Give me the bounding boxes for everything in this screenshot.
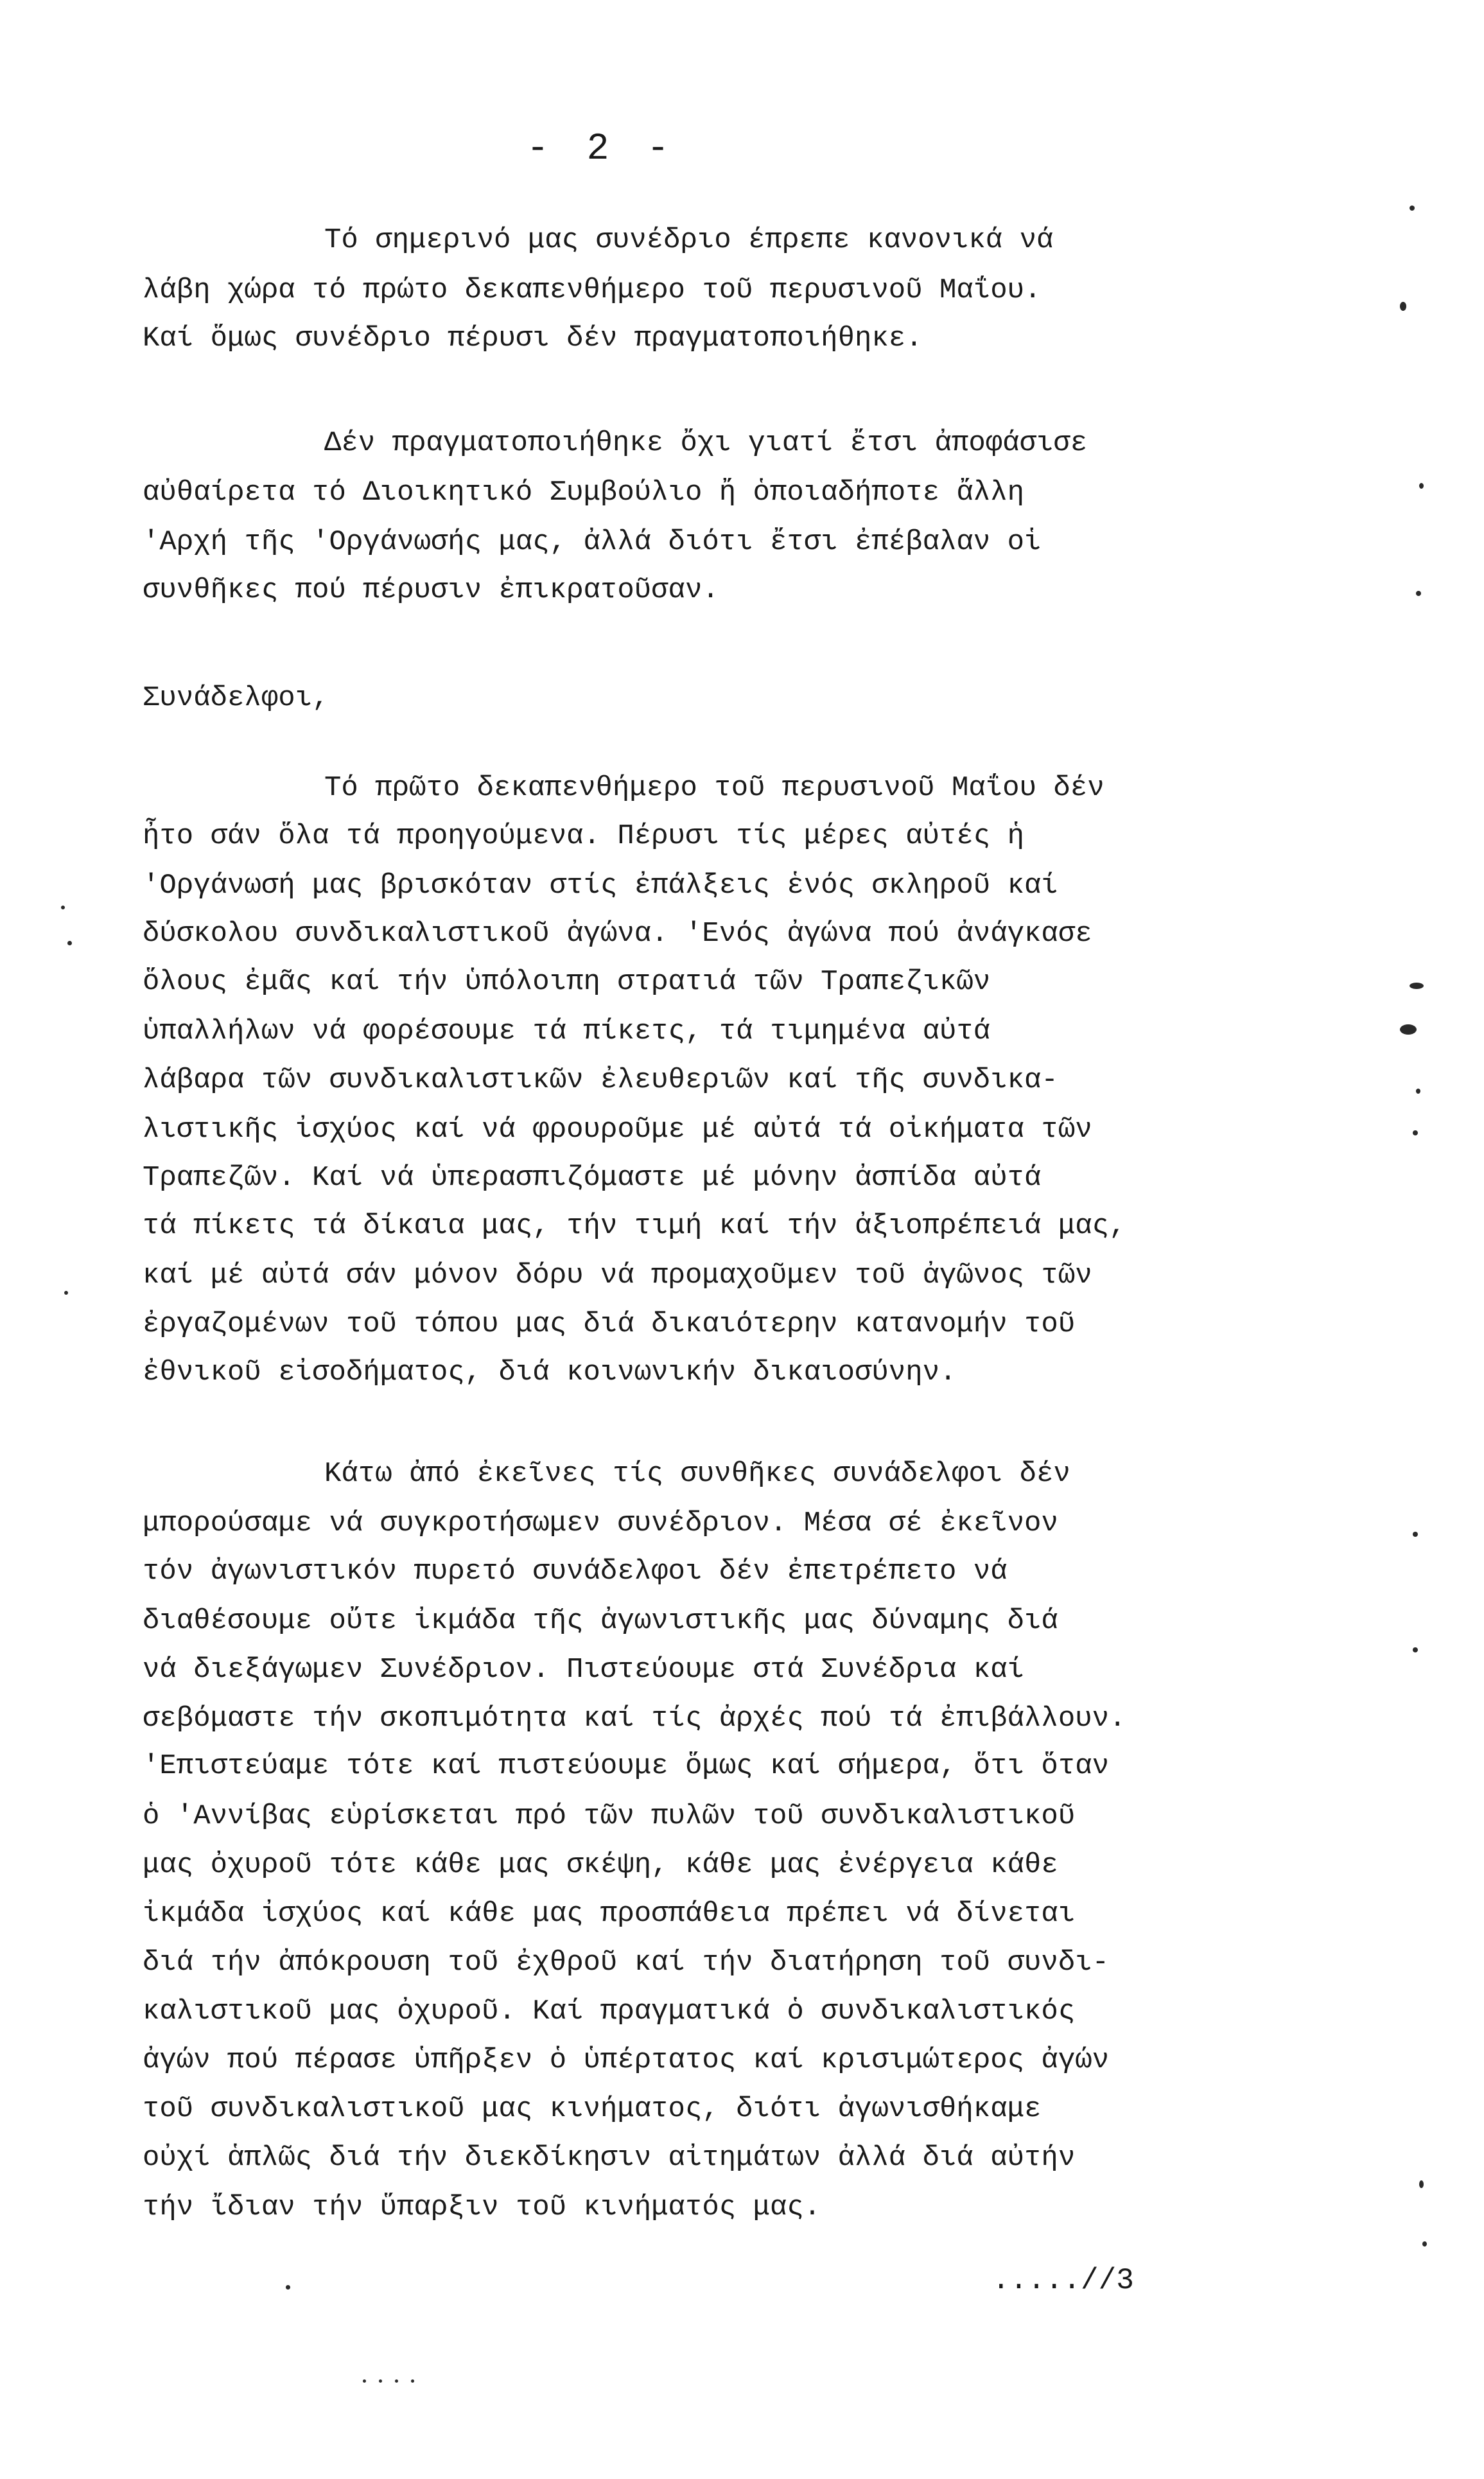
- speck: [395, 2379, 398, 2383]
- speck: [1416, 591, 1421, 596]
- speck: [1419, 483, 1424, 489]
- speck: [1422, 2241, 1427, 2247]
- text-line: τόν ἀγωνιστικόν πυρετό συνάδελφοι δέν ἐπετρέπετο νά: [143, 1555, 1008, 1588]
- text-line: Τραπεζῶν. Καί νά ὑπερασπιζόμαστε μέ μόνην ἀσπίδα αὐτά: [143, 1162, 1042, 1194]
- text-line: μπορούσαμε νά συγκροτήσωμεν συνέδριον. Μέσα σέ ἐκεῖνον: [143, 1507, 1058, 1539]
- page-number: - 2 -: [527, 128, 677, 170]
- speck: [61, 906, 65, 909]
- speck: [1413, 1532, 1418, 1537]
- speck: [1400, 1024, 1417, 1035]
- text-line: 'Οργάνωσή μας βρισκόταν στίς ἐπάλξεις ἑνός σκληροῦ καί: [143, 870, 1058, 902]
- speck: [1410, 983, 1424, 989]
- speck: [363, 2379, 366, 2383]
- speck: [67, 941, 72, 945]
- text-line: λιστικῆς ἰσχύος καί νά φρουροῦμε μέ αὐτά τά οἰκήματα τῶν: [143, 1114, 1092, 1146]
- text-line: λάβη χώρα τό πρώτο δεκαπενθήμερο τοῦ περυσινοῦ Μαΐου.: [143, 274, 1042, 306]
- text-line: τήν ἴδιαν τήν ὕπαρξιν τοῦ κινήματός μας.: [143, 2191, 821, 2223]
- speck: [1410, 206, 1415, 211]
- text-line: σεβόμαστε τήν σκοπιμότητα καί τίς ἀρχές πού τά ἐπιβάλλουν.: [143, 1703, 1126, 1735]
- text-line: Τό σημερινό μας συνέδριο έπρεπε κανονικά νά: [324, 224, 1054, 256]
- speck: [1416, 1089, 1420, 1094]
- continued-marker: .....//3: [992, 2264, 1134, 2297]
- speck: [1400, 302, 1406, 311]
- text-line: ἐθνικοῦ εἰσοδήματος, διά κοινωνικήν δικαιοσύνην.: [143, 1356, 957, 1388]
- speck: [1419, 2180, 1424, 2188]
- speck: [64, 1291, 68, 1295]
- text-line: οὐχί ἁπλῶς διά τήν διεκδίκησιν αἰτημάτων ἀλλά διά αὐτήν: [143, 2142, 1076, 2174]
- speck: [1413, 1647, 1418, 1652]
- text-line: διαθέσουμε οὔτε ἰκμάδα τῆς ἀγωνιστικῆς μας δύναμης διά: [143, 1605, 1058, 1637]
- speck: [379, 2379, 382, 2383]
- text-line: ἀγών πού πέρασε ὑπῆρξεν ὁ ὑπέρτατος καί κρισιμώτερος ἀγών: [143, 2044, 1110, 2076]
- speck: [286, 2285, 290, 2290]
- text-line: καλιστικοῦ μας ὀχυροῦ. Καί πραγματικά ὁ συνδικαλιστικός: [143, 1995, 1076, 2028]
- text-line: συνθῆκες πού πέρυσιν ἐπικρατοῦσαν.: [143, 574, 719, 606]
- text-line: ἰκμάδα ἰσχύος καί κάθε μας προσπάθεια πρέπει νά δίνεται: [143, 1898, 1076, 1930]
- text-line: νά διεξάγωμεν Συνέδριον. Πιστεύουμε στά Συνέδρια καί: [143, 1654, 1025, 1686]
- text-line: λάβαρα τῶν συνδικαλιστικῶν ἐλευθεριῶν καί τῆς συνδικα-: [143, 1064, 1058, 1096]
- text-line: τά πίκετς τά δίκαια μας, τήν τιμή καί τήν ἀξιοπρέπειά μας,: [143, 1210, 1126, 1242]
- text-line: Κάτω ἀπό ἐκεῖνες τίς συνθῆκες συνάδελφοι δέν: [324, 1458, 1070, 1490]
- text-line: Τό πρῶτο δεκαπενθήμερο τοῦ περυσινοῦ Μαΐου δέν: [324, 772, 1104, 804]
- text-line: τοῦ συνδικαλιστικοῦ μας κινήματος, διότι ἀγωνισθήκαμε: [143, 2093, 1042, 2125]
- text-line: Συνάδελφοι,: [143, 682, 329, 714]
- text-line: ἐργαζομένων τοῦ τόπου μας διά δικαιότερην κατανομήν τοῦ: [143, 1308, 1076, 1340]
- text-line: Καί ὅμως συνέδριο πέρυσι δέν πραγματοποιήθηκε.: [143, 322, 923, 355]
- speck: [411, 2379, 414, 2383]
- text-line: μας ὀχυροῦ τότε κάθε μας σκέψη, κάθε μας ἐνέργεια κάθε: [143, 1849, 1058, 1881]
- text-line: 'Επιστεύαμε τότε καί πιστεύουμε ὅμως καί σήμερα, ὅτι ὅταν: [143, 1750, 1110, 1782]
- text-line: ὅλους ἐμᾶς καί τήν ὑπόλοιπη στρατιά τῶν Τραπεζικῶν: [143, 966, 991, 998]
- text-line: ὁ 'Αννίβας εὑρίσκεται πρό τῶν πυλῶν τοῦ συνδικαλιστικοῦ: [143, 1800, 1076, 1832]
- text-line: 'Αρχή τῆς 'Οργάνωσής μας, ἀλλά διότι ἔτσι ἐπέβαλαν οἱ: [143, 526, 1042, 558]
- text-line: διά τήν ἀπόκρουση τοῦ ἐχθροῦ καί τήν διατήρηση τοῦ συνδι-: [143, 1947, 1110, 1979]
- text-line: καί μέ αὐτά σάν μόνον δόρυ νά προμαχοῦμεν τοῦ ἀγῶνος τῶν: [143, 1259, 1092, 1292]
- text-line: αὐθαίρετα τό Διοικητικό Συμβούλιο ἤ ὁποιαδήποτε ἄλλη: [143, 477, 1025, 509]
- text-line: ὑπαλλήλων νά φορέσουμε τά πίκετς, τά τιμημένα αὐτά: [143, 1015, 991, 1047]
- text-line: δύσκολου συνδικαλιστικοῦ ἀγώνα. 'Ενός ἀγώνα πού ἀνάγκασε: [143, 918, 1092, 950]
- text-line: Δέν πραγματοποιήθηκε ὄχι γιατί ἔτσι ἀπoφάσισε: [324, 427, 1088, 459]
- text-line: ἦτο σάν ὅλα τά προηγούμενα. Πέρυσι τίς μέρες αὐτές ἡ: [143, 820, 1025, 852]
- speck: [1413, 1130, 1418, 1135]
